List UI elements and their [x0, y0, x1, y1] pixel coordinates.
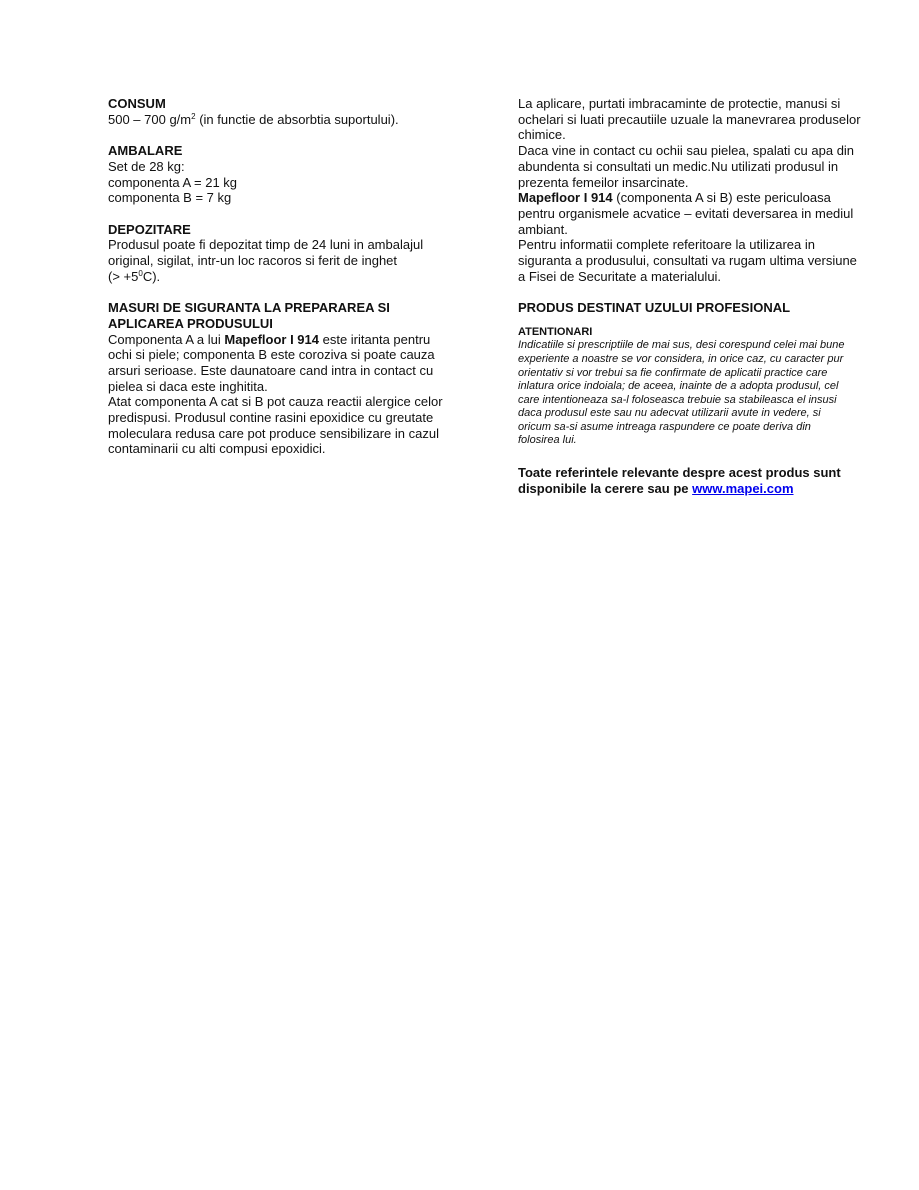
atentionari-line: experiente a noastre se vor considera, in orice caz, cu caracter pur — [518, 352, 844, 365]
safety-line: ochelari si luati precautiile uzuale la manevrarea produselor — [518, 111, 861, 127]
masuri-line: predispusi. Produsul contine rasini epoxidice cu greutate — [108, 410, 434, 426]
atentionari-line: daca produsul este sau nu adecvat utilizarii avute in vedere, si — [518, 407, 821, 420]
masuri-line: pielea si daca este inghitita. — [108, 378, 268, 394]
masuri-line: contaminarii cu alti compusi epoxidici. — [108, 441, 326, 457]
masuri-text: Componenta A a lui — [108, 331, 225, 347]
profesional-heading: PRODUS DESTINAT UZULUI PROFESIONAL — [518, 300, 791, 316]
masuri-line: Atat componenta A cat si B pot cauza reactii alergice celor — [108, 394, 443, 410]
section-referinte — [518, 465, 888, 496]
referinte-line — [518, 481, 888, 497]
safety-text: (componenta A si B) este periculoasa — [612, 190, 831, 206]
depozitare-line: original, sigilat, intr-un loc racoros si ferit de inghet — [108, 253, 398, 268]
consum-heading: CONSUM — [108, 96, 166, 111]
safety-line: Daca vine in contact cu ochii sau pielea, spalati cu apa din — [518, 143, 855, 159]
left-column — [108, 96, 478, 473]
masuri-line: moleculara redusa care pot produce sensibilizare in cazul — [108, 425, 439, 441]
section-depozitare — [108, 222, 478, 285]
safety-line — [518, 190, 888, 206]
masuri-heading: MASURI DE SIGURANTA LA PREPARAREA SI — [108, 300, 390, 316]
safety-line: a Fisei de Securitate a materialului. — [518, 268, 722, 284]
atentionari-line: care intentioneaza sa-l foloseasca trebuie sa stabileasca el insusi — [518, 393, 837, 406]
section-consum — [108, 96, 478, 127]
section-safety — [518, 96, 888, 284]
safety-line: chimice. — [518, 127, 566, 143]
consum-value-sup: 2 — [191, 111, 196, 121]
section-profesional — [518, 300, 888, 316]
safety-line: prezenta femeilor insarcinate. — [518, 174, 689, 190]
consum-value — [108, 112, 478, 128]
atentionari-line: orientativ si vor trebui sa fie confirmate de aplicatii practice care — [518, 366, 828, 379]
masuri-line: ochi si piele; componenta B este coroziva si poate cauza — [108, 347, 435, 363]
safety-line: ambiant. — [518, 221, 568, 237]
masuri-heading: APLICAREA PRODUSULUI — [108, 315, 273, 331]
masuri-text: este iritanta pentru — [319, 331, 431, 347]
temp-prefix: (> +5 — [108, 268, 139, 284]
masuri-line — [108, 332, 478, 348]
depozitare-heading: DEPOZITARE — [108, 221, 191, 237]
atentionari-line: folosirea lui. — [518, 434, 577, 447]
mapei-website-link[interactable]: www.mapei.com — [692, 480, 794, 496]
ambalare-line: componenta A = 21 kg — [108, 174, 238, 190]
referinte-line: Toate referintele relevante despre acest produs sunt — [518, 465, 841, 481]
temp-sup: 0 — [138, 268, 143, 278]
consum-value-note: (in functie de absorbtia suportului). — [195, 111, 399, 127]
right-column — [518, 96, 888, 496]
atentionari-line: Indicatiile si prescriptiile de mai sus, desi corespund celei mai bune — [518, 339, 845, 352]
atentionari-line: oricum sa-si asume intreaga raspundere ce poate deriva din — [518, 420, 811, 433]
atentionari-heading: ATENTIONARI — [518, 325, 593, 338]
product-name: Mapefloor I 914 — [224, 331, 319, 347]
temp-suffix: C). — [142, 268, 161, 284]
product-name: Mapefloor I 914 — [518, 190, 613, 206]
section-ambalare — [108, 143, 478, 206]
ambalare-line: Set de 28 kg: — [108, 158, 185, 174]
section-atentionari — [518, 326, 888, 448]
safety-line: abundenta si consultati un medic.Nu utilizati produsul in — [518, 158, 839, 174]
depozitare-line: Produsul poate fi depozitat timp de 24 luni in ambalajul — [108, 237, 424, 253]
ambalare-line: componenta B = 7 kg — [108, 190, 232, 206]
consum-value-main: 500 – 700 g/m — [108, 111, 192, 127]
section-masuri-siguranta — [108, 300, 478, 457]
safety-line: La aplicare, purtati imbracaminte de protectie, manusi si — [518, 96, 841, 111]
referinte-text: disponibile la cerere sau pe — [518, 480, 693, 496]
atentionari-line: inlatura orice indoiala; de aceea, inainte de a adopta produsul, cel — [518, 380, 839, 393]
masuri-line: arsuri serioase. Este daunatoare cand intra in contact cu — [108, 362, 434, 378]
safety-line: pentru organismele acvatice – evitati deversarea in mediul — [518, 205, 854, 221]
safety-line: Pentru informatii complete referitoare la utilizarea in — [518, 237, 815, 253]
ambalare-heading: AMBALARE — [108, 143, 183, 159]
safety-line: siguranta a produsului, consultati va rugam ultima versiune — [518, 253, 857, 269]
atentionari-text — [518, 339, 888, 448]
depozitare-temp — [108, 269, 478, 285]
